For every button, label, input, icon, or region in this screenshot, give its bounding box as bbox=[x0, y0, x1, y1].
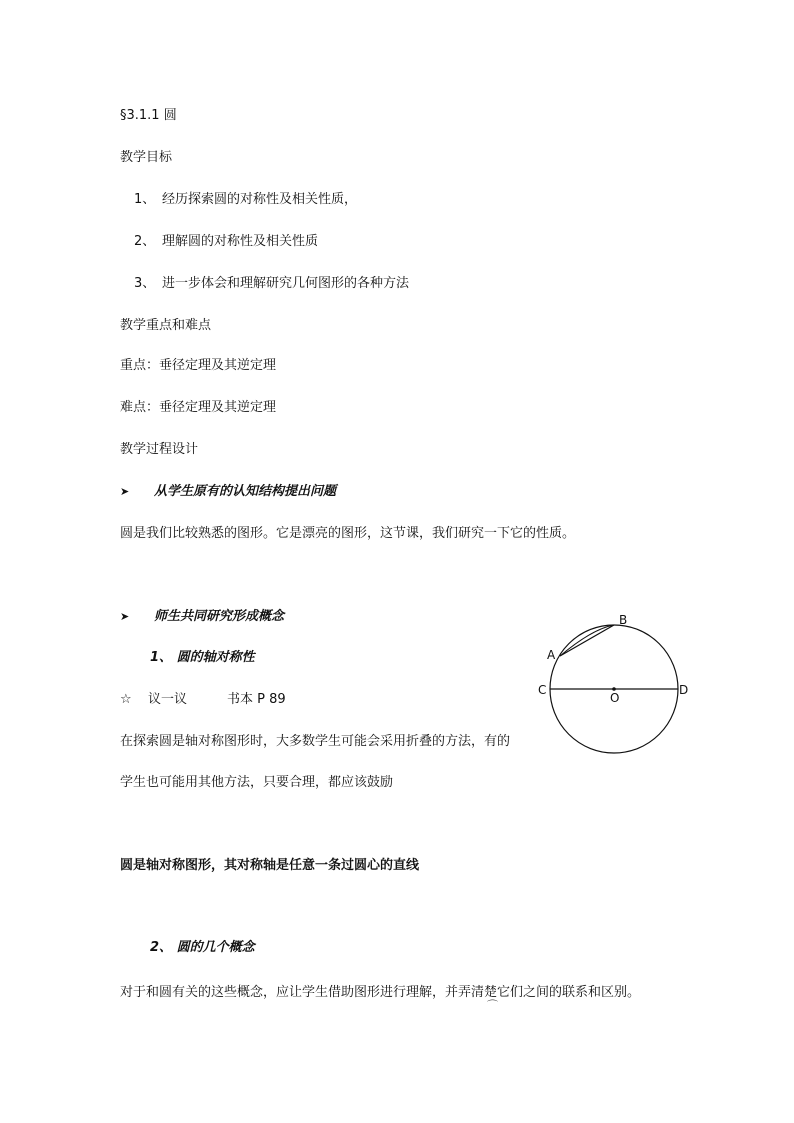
section-heading bbox=[120, 609, 284, 625]
section-heading-text: 从学生原有的认知结构提出问题 bbox=[154, 484, 337, 499]
label-c: C bbox=[538, 683, 547, 697]
subsection-heading: 1、 圆的轴对称性 bbox=[150, 650, 255, 665]
keypoints-heading: 教学重点和难点 bbox=[120, 318, 212, 333]
key-point: 重点：垂径定理及其逆定理 bbox=[120, 358, 277, 373]
subsection-heading: 2、 圆的几个概念 bbox=[150, 940, 255, 955]
arc-symbol: ⌒ bbox=[487, 999, 498, 1012]
objective-text: 经历探索圆的对称性及相关性质， bbox=[162, 192, 358, 207]
objective-number: 3、 bbox=[134, 276, 156, 291]
paragraph: 对于和圆有关的这些概念，应让学生借助图形进行理解，并弄清楚它们之间的联系和区别。 bbox=[120, 985, 641, 1000]
section-title: §3.1.1 圆 bbox=[120, 108, 177, 123]
section-heading bbox=[120, 484, 336, 500]
paragraph: 学生也可能用其他方法，只要合理，都应该鼓励 bbox=[120, 775, 394, 790]
objective-item bbox=[134, 276, 409, 292]
process-heading: 教学过程设计 bbox=[120, 442, 199, 457]
discuss-line bbox=[120, 692, 286, 708]
label-d: D bbox=[679, 683, 689, 697]
objective-number: 1、 bbox=[134, 192, 156, 207]
objective-item bbox=[134, 234, 318, 250]
discuss-label: 议一议 bbox=[148, 692, 188, 707]
textbook-reference: 书本 P 89 bbox=[227, 692, 286, 707]
paragraph: 圆是我们比较熟悉的图形。它是漂亮的图形，这节课，我们研究一下它的性质。 bbox=[120, 526, 576, 541]
paragraph: 在探索圆是轴对称图形时，大多数学生可能会采用折叠的方法，有的 bbox=[120, 734, 511, 749]
conclusion-statement: 圆是轴对称图形，其对称轴是任意一条过圆心的直线 bbox=[120, 858, 420, 873]
objective-text: 理解圆的对称性及相关性质 bbox=[162, 234, 319, 249]
difficult-point: 难点：垂径定理及其逆定理 bbox=[120, 400, 277, 415]
label-a: A bbox=[547, 648, 556, 662]
objectives-heading: 教学目标 bbox=[120, 150, 173, 165]
label-o: O bbox=[610, 691, 620, 705]
circle-diagram bbox=[530, 605, 700, 755]
label-b: B bbox=[619, 613, 628, 627]
arrow-bullet-icon: ➤ bbox=[120, 485, 130, 498]
chord-ab bbox=[560, 625, 614, 656]
arrow-bullet-icon: ➤ bbox=[120, 610, 130, 623]
objective-number: 2、 bbox=[134, 234, 156, 249]
star-icon: ☆ bbox=[120, 692, 132, 707]
section-heading-text: 师生共同研究形成概念 bbox=[154, 609, 285, 624]
objective-item bbox=[134, 192, 357, 208]
objective-text: 进一步体会和理解研究几何图形的各种方法 bbox=[162, 276, 410, 291]
